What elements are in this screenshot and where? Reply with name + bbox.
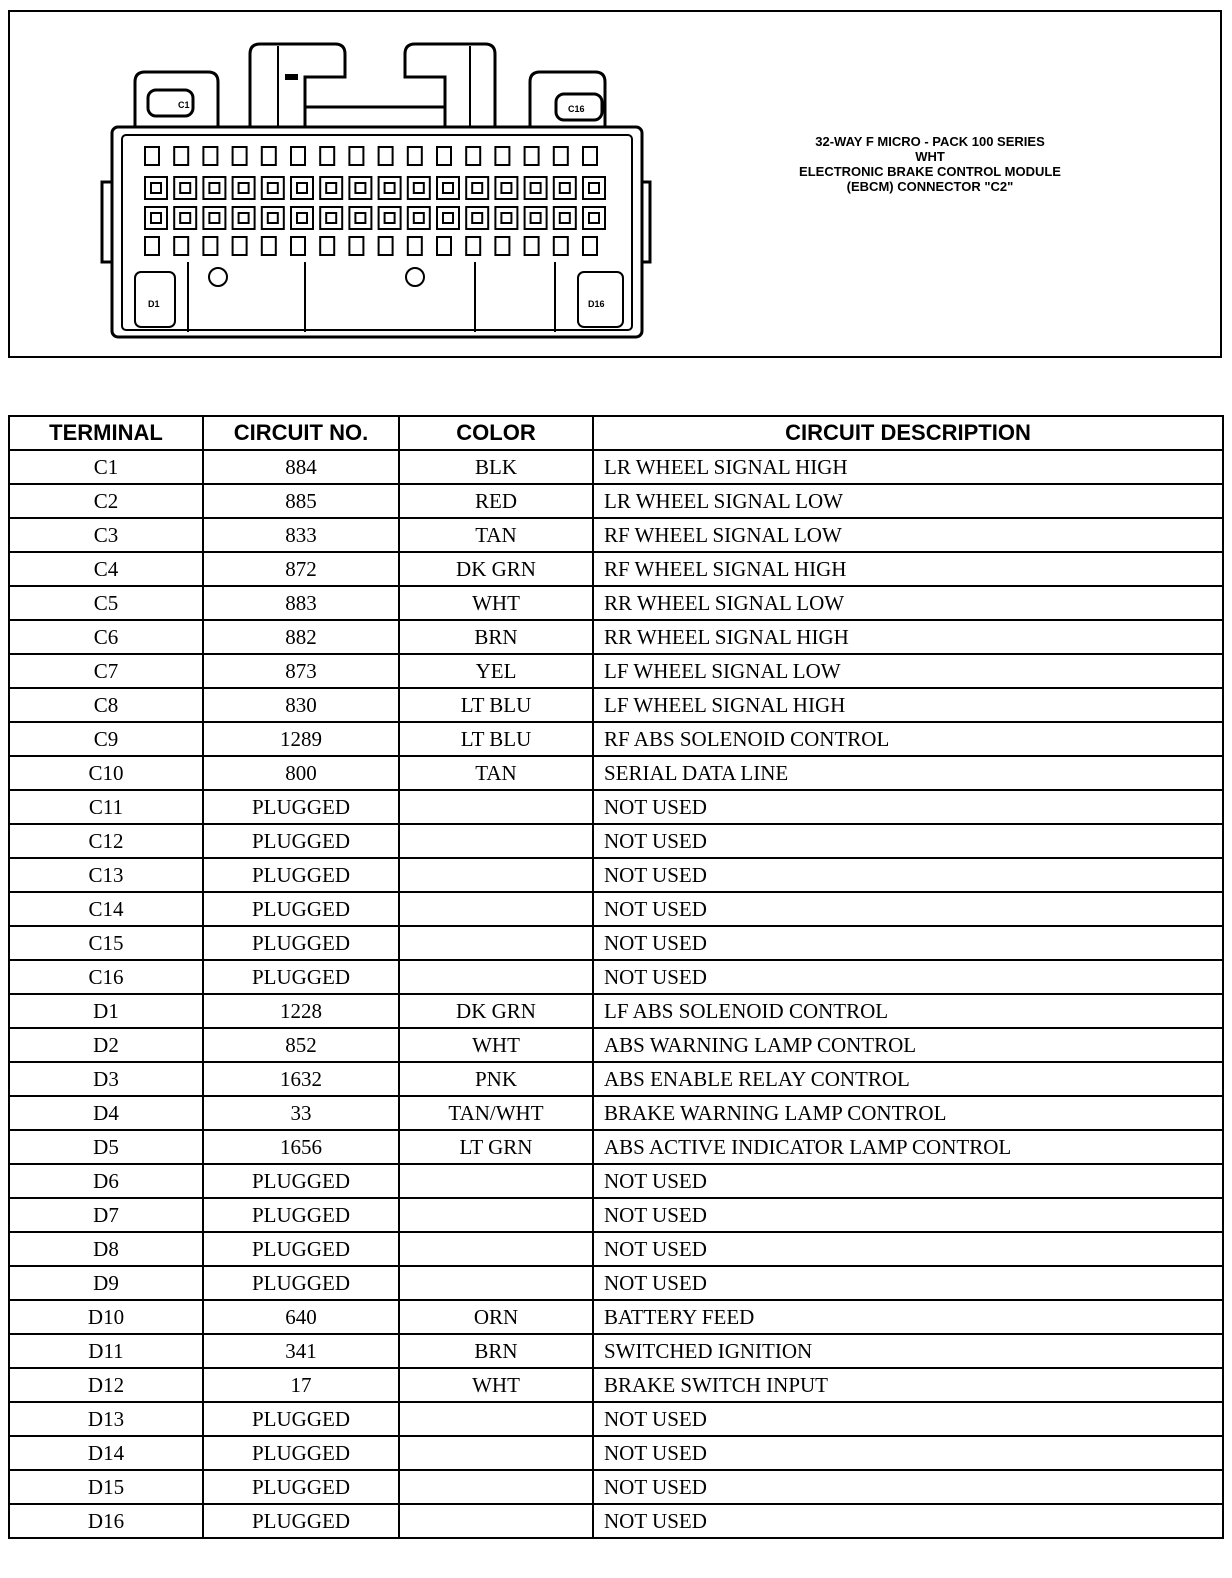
cell-terminal: C15 (9, 926, 203, 960)
pin-cavity (291, 147, 305, 165)
cell-color (399, 1198, 593, 1232)
pin-cavity (495, 207, 517, 229)
pin-label-bottom-right: D16 (588, 299, 605, 309)
pin-cavity (379, 237, 393, 255)
cell-terminal: C3 (9, 518, 203, 552)
pin-cavity (379, 177, 401, 199)
pin-cavity (349, 147, 363, 165)
pin-cavity (349, 237, 363, 255)
pin-cavity (437, 177, 459, 199)
cell-description: NOT USED (593, 790, 1223, 824)
table-row (9, 1028, 1223, 1062)
table-row (9, 722, 1223, 756)
cell-color (399, 1504, 593, 1538)
cell-terminal: C2 (9, 484, 203, 518)
table-row (9, 1096, 1223, 1130)
cell-color (399, 858, 593, 892)
pin-contact (180, 183, 190, 193)
cell-circuit-no: 1289 (203, 722, 399, 756)
pin-contact (501, 213, 511, 223)
connector-face-icon (100, 32, 660, 352)
cell-circuit-no: PLUGGED (203, 1198, 399, 1232)
cell-color: LT BLU (399, 722, 593, 756)
cell-color: TAN/WHT (399, 1096, 593, 1130)
pin-cavity (466, 177, 488, 199)
cell-color (399, 1232, 593, 1266)
cell-description: LF ABS SOLENOID CONTROL (593, 994, 1223, 1028)
cell-description: NOT USED (593, 858, 1223, 892)
cell-color (399, 926, 593, 960)
pin-contact (443, 213, 453, 223)
pin-contact (560, 183, 570, 193)
cell-color (399, 892, 593, 926)
pin-cavity (379, 147, 393, 165)
cell-color: DK GRN (399, 994, 593, 1028)
pin-label-top-right: C16 (568, 104, 585, 114)
pin-contact (531, 183, 541, 193)
pin-cavity (583, 177, 605, 199)
cell-circuit-no: 883 (203, 586, 399, 620)
cell-description: NOT USED (593, 960, 1223, 994)
cell-description: NOT USED (593, 892, 1223, 926)
pin-cavity (174, 147, 188, 165)
cell-circuit-no: 872 (203, 552, 399, 586)
cell-color (399, 1470, 593, 1504)
cell-terminal: C9 (9, 722, 203, 756)
cell-description: NOT USED (593, 926, 1223, 960)
pin-cavity (262, 177, 284, 199)
pin-cavity (495, 147, 509, 165)
table-row (9, 1198, 1223, 1232)
cell-terminal: C10 (9, 756, 203, 790)
pin-cavity (145, 207, 167, 229)
cell-circuit-no: 884 (203, 450, 399, 484)
pin-cavity (583, 207, 605, 229)
pin-cavity (408, 147, 422, 165)
pin-contact (180, 213, 190, 223)
table-row (9, 892, 1223, 926)
cell-description: NOT USED (593, 1436, 1223, 1470)
cell-circuit-no: 882 (203, 620, 399, 654)
cell-circuit-no: PLUGGED (203, 1504, 399, 1538)
cell-description: NOT USED (593, 1402, 1223, 1436)
table-row (9, 1164, 1223, 1198)
table-header-row (9, 416, 1223, 450)
header-terminal: TERMINAL (9, 416, 203, 450)
pin-cavity (145, 237, 159, 255)
cell-circuit-no: PLUGGED (203, 858, 399, 892)
cell-description: RR WHEEL SIGNAL LOW (593, 586, 1223, 620)
pin-cavity (233, 237, 247, 255)
cell-color: WHT (399, 1368, 593, 1402)
cell-description: NOT USED (593, 1164, 1223, 1198)
cell-terminal: C14 (9, 892, 203, 926)
pin-cavity (203, 177, 225, 199)
pin-cavity (554, 207, 576, 229)
pin-cavity (233, 207, 255, 229)
table-row (9, 484, 1223, 518)
table-row (9, 790, 1223, 824)
pin-cavity (466, 237, 480, 255)
cell-circuit-no: 1656 (203, 1130, 399, 1164)
table-row (9, 858, 1223, 892)
cell-terminal: D10 (9, 1300, 203, 1334)
pin-contact (472, 213, 482, 223)
cell-circuit-no: 800 (203, 756, 399, 790)
cell-color: YEL (399, 654, 593, 688)
pin-cavity (583, 147, 597, 165)
cell-circuit-no: PLUGGED (203, 1470, 399, 1504)
pin-cavity (174, 177, 196, 199)
cell-circuit-no: 341 (203, 1334, 399, 1368)
cell-circuit-no: PLUGGED (203, 1266, 399, 1300)
cell-terminal: C12 (9, 824, 203, 858)
pin-contact (414, 183, 424, 193)
cell-color (399, 1436, 593, 1470)
cell-terminal: C16 (9, 960, 203, 994)
pin-cavity (525, 147, 539, 165)
cell-description: RF WHEEL SIGNAL LOW (593, 518, 1223, 552)
cell-description: BRAKE SWITCH INPUT (593, 1368, 1223, 1402)
pin-cavity (320, 237, 334, 255)
pin-cavity (174, 237, 188, 255)
cell-color: BRN (399, 1334, 593, 1368)
pin-cavity (495, 237, 509, 255)
pin-contact (355, 213, 365, 223)
connector-title-line: (EBCM) CONNECTOR "C2" (846, 179, 1014, 194)
cell-color: BRN (399, 620, 593, 654)
cell-terminal: C8 (9, 688, 203, 722)
pin-contact (414, 213, 424, 223)
cell-circuit-no: 852 (203, 1028, 399, 1062)
pin-cavity (525, 237, 539, 255)
pin-cavity (145, 147, 159, 165)
cell-terminal: D6 (9, 1164, 203, 1198)
cell-terminal: D11 (9, 1334, 203, 1368)
cell-circuit-no: PLUGGED (203, 790, 399, 824)
pin-contact (297, 213, 307, 223)
pin-contact (472, 183, 482, 193)
cell-circuit-no: 1228 (203, 994, 399, 1028)
cell-description: SERIAL DATA LINE (593, 756, 1223, 790)
pin-cavity (466, 147, 480, 165)
cell-terminal: D7 (9, 1198, 203, 1232)
table-row (9, 1232, 1223, 1266)
connector-diagram-panel (8, 10, 1222, 358)
cell-description: LR WHEEL SIGNAL HIGH (593, 450, 1223, 484)
cell-description: RR WHEEL SIGNAL HIGH (593, 620, 1223, 654)
pin-contact (589, 183, 599, 193)
cell-description: BRAKE WARNING LAMP CONTROL (593, 1096, 1223, 1130)
cell-description: LF WHEEL SIGNAL LOW (593, 654, 1223, 688)
cell-circuit-no: PLUGGED (203, 960, 399, 994)
cell-terminal: D5 (9, 1130, 203, 1164)
cell-description: NOT USED (593, 1470, 1223, 1504)
cell-terminal: D8 (9, 1232, 203, 1266)
pin-contact (355, 183, 365, 193)
cell-terminal: C11 (9, 790, 203, 824)
cell-circuit-no: 830 (203, 688, 399, 722)
cell-terminal: D14 (9, 1436, 203, 1470)
pin-cavity (349, 177, 371, 199)
pin-cavity (203, 237, 217, 255)
pin-cavity (233, 147, 247, 165)
cell-color: BLK (399, 450, 593, 484)
cell-color (399, 1164, 593, 1198)
cell-description: LR WHEEL SIGNAL LOW (593, 484, 1223, 518)
cell-color (399, 790, 593, 824)
table-row (9, 654, 1223, 688)
pin-contact (385, 213, 395, 223)
pin-contact (268, 183, 278, 193)
pin-contact (589, 213, 599, 223)
cell-terminal: C7 (9, 654, 203, 688)
cell-color (399, 960, 593, 994)
cell-terminal: D13 (9, 1402, 203, 1436)
table-row (9, 1368, 1223, 1402)
pin-cavity (291, 237, 305, 255)
cell-circuit-no: PLUGGED (203, 1436, 399, 1470)
cell-circuit-no: 640 (203, 1300, 399, 1334)
cell-circuit-no: PLUGGED (203, 1164, 399, 1198)
header-circuit-description: CIRCUIT DESCRIPTION (593, 416, 1223, 450)
pin-cavity (203, 147, 217, 165)
pin-cavity (291, 207, 313, 229)
pin-label-top-left: C1 (178, 100, 190, 110)
table-row (9, 1062, 1223, 1096)
pin-contact (151, 213, 161, 223)
cell-description: NOT USED (593, 1266, 1223, 1300)
cell-description: NOT USED (593, 1504, 1223, 1538)
table-row (9, 926, 1223, 960)
cell-color: ORN (399, 1300, 593, 1334)
cell-color: TAN (399, 518, 593, 552)
pin-cavity (291, 177, 313, 199)
connector-title-line: ELECTRONIC BRAKE CONTROL MODULE (799, 164, 1061, 179)
connector-title-line: WHT (915, 149, 945, 164)
cell-circuit-no: PLUGGED (203, 824, 399, 858)
cell-circuit-no: 33 (203, 1096, 399, 1130)
cell-terminal: C4 (9, 552, 203, 586)
pin-cavity (466, 207, 488, 229)
cell-description: SWITCHED IGNITION (593, 1334, 1223, 1368)
cell-color: WHT (399, 1028, 593, 1062)
cell-description: RF WHEEL SIGNAL HIGH (593, 552, 1223, 586)
cell-terminal: D9 (9, 1266, 203, 1300)
pin-cavity (320, 177, 342, 199)
table-row (9, 756, 1223, 790)
pin-cavity (554, 147, 568, 165)
cell-terminal: D4 (9, 1096, 203, 1130)
pin-contact (326, 213, 336, 223)
table-row (9, 1300, 1223, 1334)
table-row (9, 620, 1223, 654)
pin-cavity (320, 147, 334, 165)
table-row (9, 552, 1223, 586)
terminal-table (8, 415, 1224, 1539)
cell-terminal: C6 (9, 620, 203, 654)
cell-terminal: C5 (9, 586, 203, 620)
pin-cavity (437, 237, 451, 255)
pin-cavity (554, 177, 576, 199)
pin-cavity (349, 207, 371, 229)
table-row (9, 586, 1223, 620)
pin-cavity (437, 207, 459, 229)
cell-circuit-no: PLUGGED (203, 1402, 399, 1436)
pin-cavity (408, 237, 422, 255)
cell-terminal: C13 (9, 858, 203, 892)
pin-cavity (262, 207, 284, 229)
pin-contact (239, 183, 249, 193)
cell-circuit-no: 873 (203, 654, 399, 688)
pin-cavity (437, 147, 451, 165)
pin-cavity (525, 207, 547, 229)
pin-contact (326, 183, 336, 193)
cell-color (399, 824, 593, 858)
cell-color (399, 1402, 593, 1436)
cell-color: LT GRN (399, 1130, 593, 1164)
header-color: COLOR (399, 416, 593, 450)
pin-contact (209, 183, 219, 193)
pin-cavity (408, 207, 430, 229)
connector-title-line: 32-WAY F MICRO - PACK 100 SERIES (815, 134, 1045, 149)
header-circuit-no: CIRCUIT NO. (203, 416, 399, 450)
connector-title (710, 134, 1150, 194)
cell-terminal: D3 (9, 1062, 203, 1096)
cell-circuit-no: 885 (203, 484, 399, 518)
pin-cavity (583, 237, 597, 255)
cell-circuit-no: PLUGGED (203, 892, 399, 926)
pin-label-bottom-left: D1 (148, 299, 160, 309)
pin-contact (209, 213, 219, 223)
table-row (9, 1470, 1223, 1504)
pin-contact (239, 213, 249, 223)
cell-color: DK GRN (399, 552, 593, 586)
table-row (9, 518, 1223, 552)
cell-description: BATTERY FEED (593, 1300, 1223, 1334)
cell-description: NOT USED (593, 1232, 1223, 1266)
table-row (9, 824, 1223, 858)
pin-contact (560, 213, 570, 223)
pin-cavity (408, 177, 430, 199)
pin-cavity (203, 207, 225, 229)
pin-contact (385, 183, 395, 193)
cell-description: NOT USED (593, 824, 1223, 858)
pin-contact (297, 183, 307, 193)
table-row (9, 994, 1223, 1028)
pin-contact (151, 183, 161, 193)
cell-terminal: D2 (9, 1028, 203, 1062)
cell-color: LT BLU (399, 688, 593, 722)
pin-contact (501, 183, 511, 193)
cell-terminal: D1 (9, 994, 203, 1028)
cell-color: WHT (399, 586, 593, 620)
cell-circuit-no: 833 (203, 518, 399, 552)
cell-description: NOT USED (593, 1198, 1223, 1232)
cell-circuit-no: 17 (203, 1368, 399, 1402)
table-row (9, 688, 1223, 722)
cell-description: ABS WARNING LAMP CONTROL (593, 1028, 1223, 1062)
cell-terminal: D12 (9, 1368, 203, 1402)
pin-cavity (145, 177, 167, 199)
pin-cavity (525, 177, 547, 199)
pin-contact (443, 183, 453, 193)
cell-color: TAN (399, 756, 593, 790)
pin-cavity (262, 237, 276, 255)
cell-circuit-no: 1632 (203, 1062, 399, 1096)
pin-cavity (379, 207, 401, 229)
cell-color: PNK (399, 1062, 593, 1096)
table-row (9, 1402, 1223, 1436)
pin-cavity (174, 207, 196, 229)
pin-cavity (233, 177, 255, 199)
cell-circuit-no: PLUGGED (203, 1232, 399, 1266)
cell-description: ABS ENABLE RELAY CONTROL (593, 1062, 1223, 1096)
pin-cavity (262, 147, 276, 165)
table-row (9, 1130, 1223, 1164)
table-row (9, 450, 1223, 484)
cell-terminal: C1 (9, 450, 203, 484)
cell-color: RED (399, 484, 593, 518)
cell-description: ABS ACTIVE INDICATOR LAMP CONTROL (593, 1130, 1223, 1164)
table-row (9, 1334, 1223, 1368)
cell-description: LF WHEEL SIGNAL HIGH (593, 688, 1223, 722)
cell-color (399, 1266, 593, 1300)
pin-contact (531, 213, 541, 223)
cell-description: RF ABS SOLENOID CONTROL (593, 722, 1223, 756)
pin-contact (268, 213, 278, 223)
pin-cavity (554, 237, 568, 255)
cell-terminal: D15 (9, 1470, 203, 1504)
table-row (9, 1266, 1223, 1300)
pin-cavity (320, 207, 342, 229)
table-row (9, 960, 1223, 994)
table-row (9, 1504, 1223, 1538)
table-row (9, 1436, 1223, 1470)
pin-cavity (495, 177, 517, 199)
cell-terminal: D16 (9, 1504, 203, 1538)
cell-circuit-no: PLUGGED (203, 926, 399, 960)
